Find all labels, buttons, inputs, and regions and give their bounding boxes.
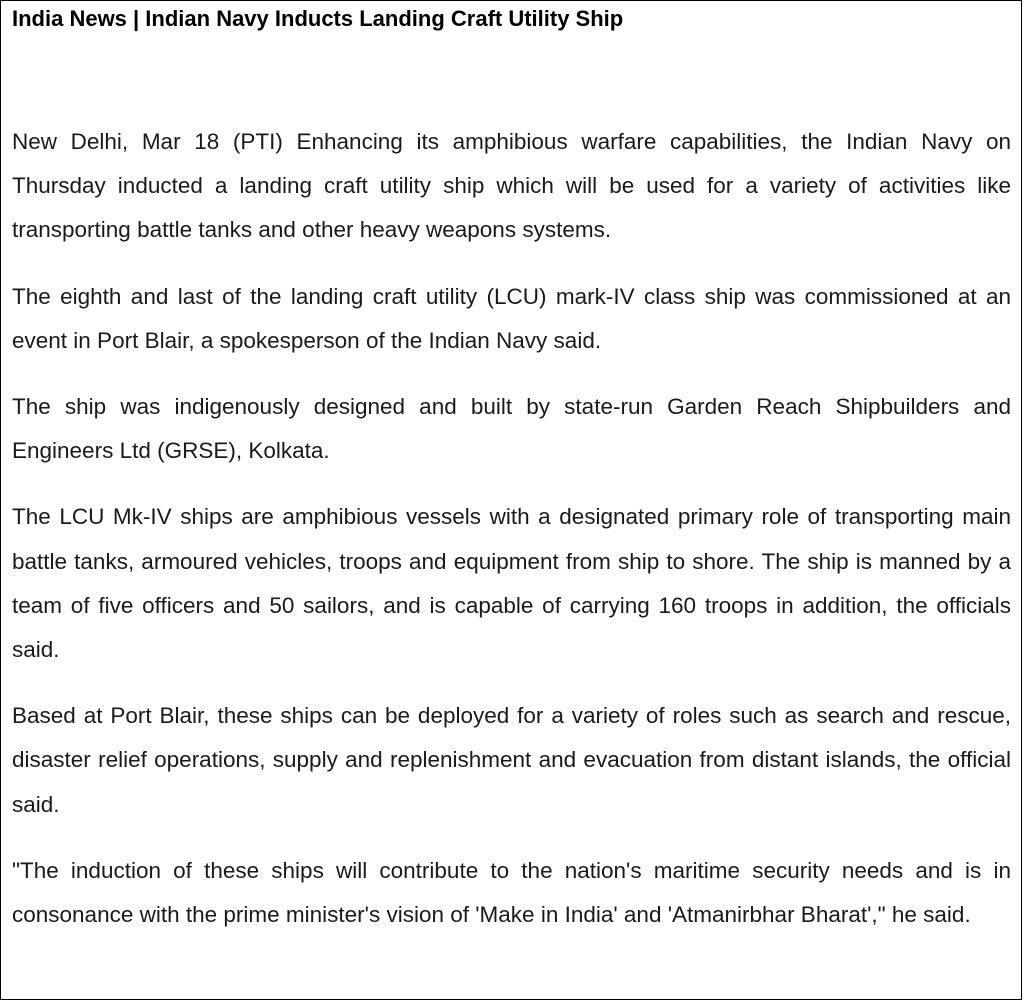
article-paragraph: The ship was indigenously designed and built by state-run Garden Reach Shipbuilders and Engineers Ltd (GRSE), Kolkata. — [12, 394, 1011, 464]
news-article — [12, 0, 1011, 959]
article-paragraph: The eighth and last of the landing craft utility (LCU) mark-IV class ship was commissioned at an event in Port Blair, a spokesperson of the Indian Navy said. — [12, 283, 1011, 353]
article-body — [12, 120, 1011, 937]
article-paragraph: Based at Port Blair, these ships can be deployed for a variety of roles such as search and rescue, disaster relief operations, supply and replenishment and evacuation from distant islands, the official said. — [12, 703, 1011, 817]
article-paragraph: New Delhi, Mar 18 (PTI) Enhancing its amphibious warfare capabilities, the Indian Navy on Thursday inducted a landing craft utility ship which will be used for a variety of activities like transporting battle tanks and other heavy weapons systems. — [12, 129, 1011, 243]
article-paragraph: The LCU Mk-IV ships are amphibious vessels with a designated primary role of transporting main battle tanks, armoured vehicles, troops and equipment from ship to shore. The ship is manned by a team of five officers and 50 sailors, and is capable of carrying 160 troops in addition, the officials said. — [12, 504, 1011, 663]
article-headline: India News | Indian Navy Inducts Landing Craft Utility Ship — [12, 6, 624, 31]
article-paragraph: "The induction of these ships will contribute to the nation's maritime security needs and is in consonance with the prime minister's vision of 'Make in India' and 'Atmanirbhar Bharat'," he said. — [12, 857, 1011, 928]
